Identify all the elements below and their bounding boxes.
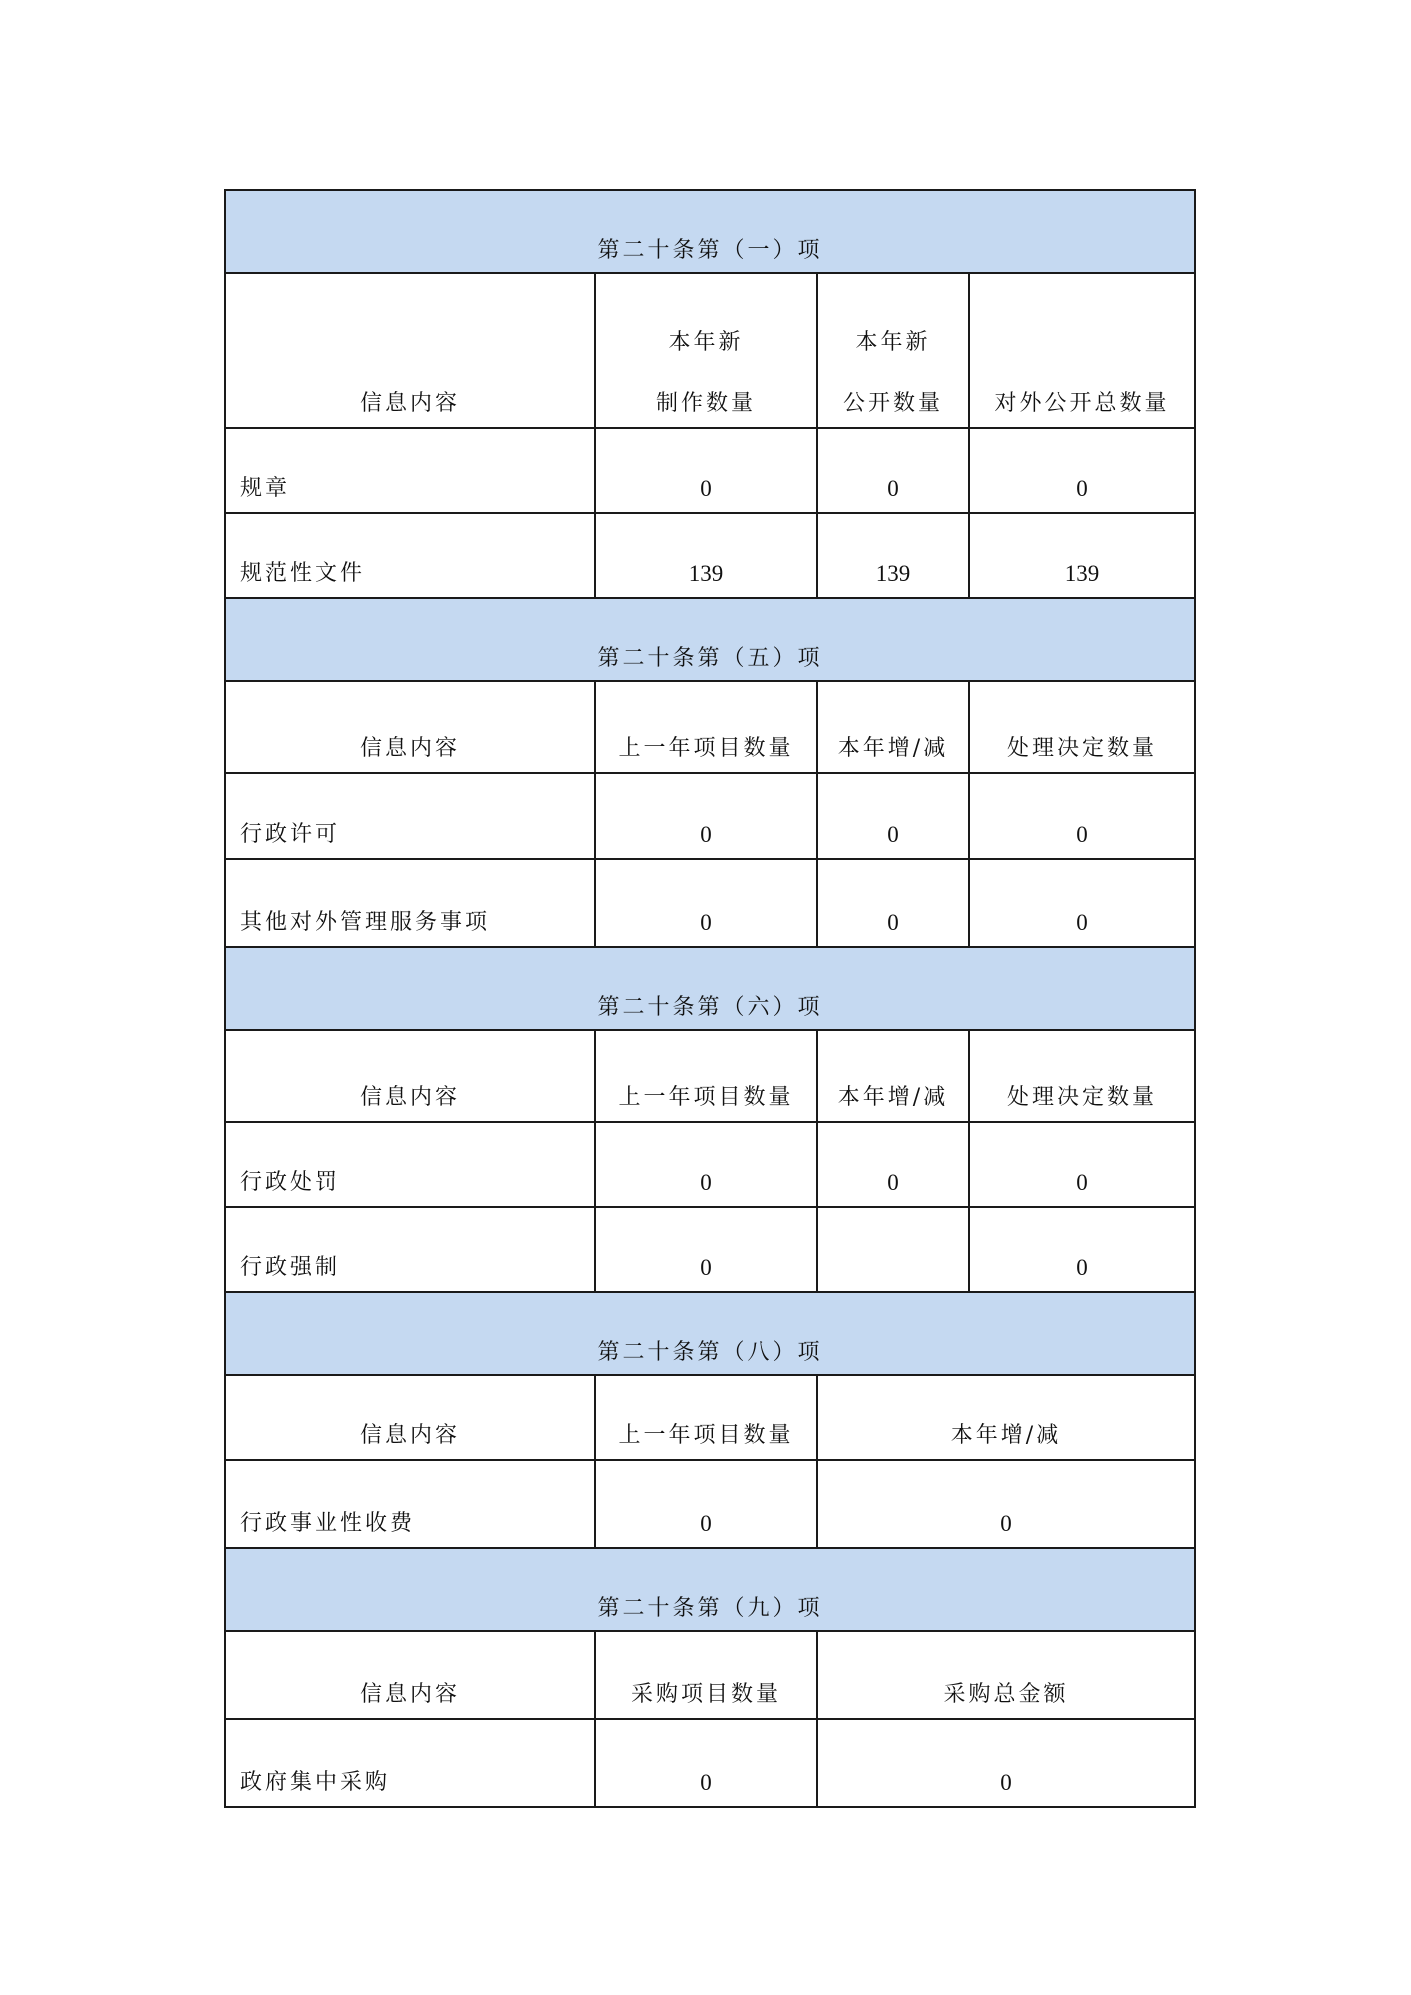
section-title-5: 第二十条第（五）项 (225, 598, 1195, 681)
cell-value: 0 (595, 1122, 817, 1207)
section-title-9: 第二十条第（九）项 (225, 1548, 1195, 1631)
header-new-produced-line2: 制作数量 (655, 391, 756, 416)
header-year-change: 本年增/减 (817, 681, 969, 773)
cell-value: 0 (969, 1207, 1195, 1292)
cell-value: 0 (817, 859, 969, 947)
cell-value: 0 (595, 1460, 817, 1548)
cell-value: 0 (595, 773, 817, 859)
row-label: 行政许可 (225, 773, 595, 859)
row-label: 政府集中采购 (225, 1719, 595, 1807)
cell-value: 0 (817, 1719, 1195, 1807)
header-purchase-amount: 采购总金额 (817, 1631, 1195, 1719)
table-row (225, 1207, 1195, 1292)
header-info-content: 信息内容 (225, 1375, 595, 1460)
header-year-change: 本年增/减 (817, 1030, 969, 1122)
cell-value: 0 (595, 428, 817, 513)
header-purchase-count: 采购项目数量 (595, 1631, 817, 1719)
cell-value: 0 (595, 859, 817, 947)
cell-value: 0 (969, 428, 1195, 513)
cell-value: 139 (817, 513, 969, 598)
table-row (225, 773, 1195, 859)
row-label: 规章 (225, 428, 595, 513)
row-label: 规范性文件 (225, 513, 595, 598)
header-prev-year-count: 上一年项目数量 (595, 1375, 817, 1460)
header-info-content: 信息内容 (225, 1030, 595, 1122)
table-row (225, 1460, 1195, 1548)
cell-value (817, 1207, 969, 1292)
header-prev-year-count: 上一年项目数量 (595, 1030, 817, 1122)
disclosure-table (224, 189, 1196, 1808)
header-new-produced (595, 273, 817, 428)
header-decision-count: 处理决定数量 (969, 681, 1195, 773)
row-label: 其他对外管理服务事项 (225, 859, 595, 947)
table-row (225, 513, 1195, 598)
header-new-published (817, 273, 969, 428)
cell-value: 0 (817, 428, 969, 513)
header-prev-year-count: 上一年项目数量 (595, 681, 817, 773)
cell-value: 0 (817, 1122, 969, 1207)
row-label: 行政处罚 (225, 1122, 595, 1207)
header-new-published-line2: 公开数量 (842, 391, 943, 416)
header-info-content: 信息内容 (225, 273, 595, 428)
row-label: 行政强制 (225, 1207, 595, 1292)
header-decision-count: 处理决定数量 (969, 1030, 1195, 1122)
section-title-6: 第二十条第（六）项 (225, 947, 1195, 1030)
header-year-change: 本年增/减 (817, 1375, 1195, 1460)
section-title-1: 第二十条第（一）项 (225, 190, 1195, 273)
header-info-content: 信息内容 (225, 681, 595, 773)
header-new-produced-line1: 本年新 (668, 330, 744, 355)
row-label: 行政事业性收费 (225, 1460, 595, 1548)
table-row (225, 1719, 1195, 1807)
header-new-published-line1: 本年新 (855, 330, 931, 355)
cell-value: 0 (817, 773, 969, 859)
section-title-8: 第二十条第（八）项 (225, 1292, 1195, 1375)
table-row (225, 1122, 1195, 1207)
header-total-published: 对外公开总数量 (969, 273, 1195, 428)
cell-value: 0 (969, 1122, 1195, 1207)
cell-value: 139 (969, 513, 1195, 598)
cell-value: 0 (969, 859, 1195, 947)
header-info-content: 信息内容 (225, 1631, 595, 1719)
cell-value: 0 (969, 773, 1195, 859)
cell-value: 0 (595, 1719, 817, 1807)
cell-value: 0 (595, 1207, 817, 1292)
table-row (225, 428, 1195, 513)
cell-value: 0 (817, 1460, 1195, 1548)
cell-value: 139 (595, 513, 817, 598)
table-row (225, 859, 1195, 947)
